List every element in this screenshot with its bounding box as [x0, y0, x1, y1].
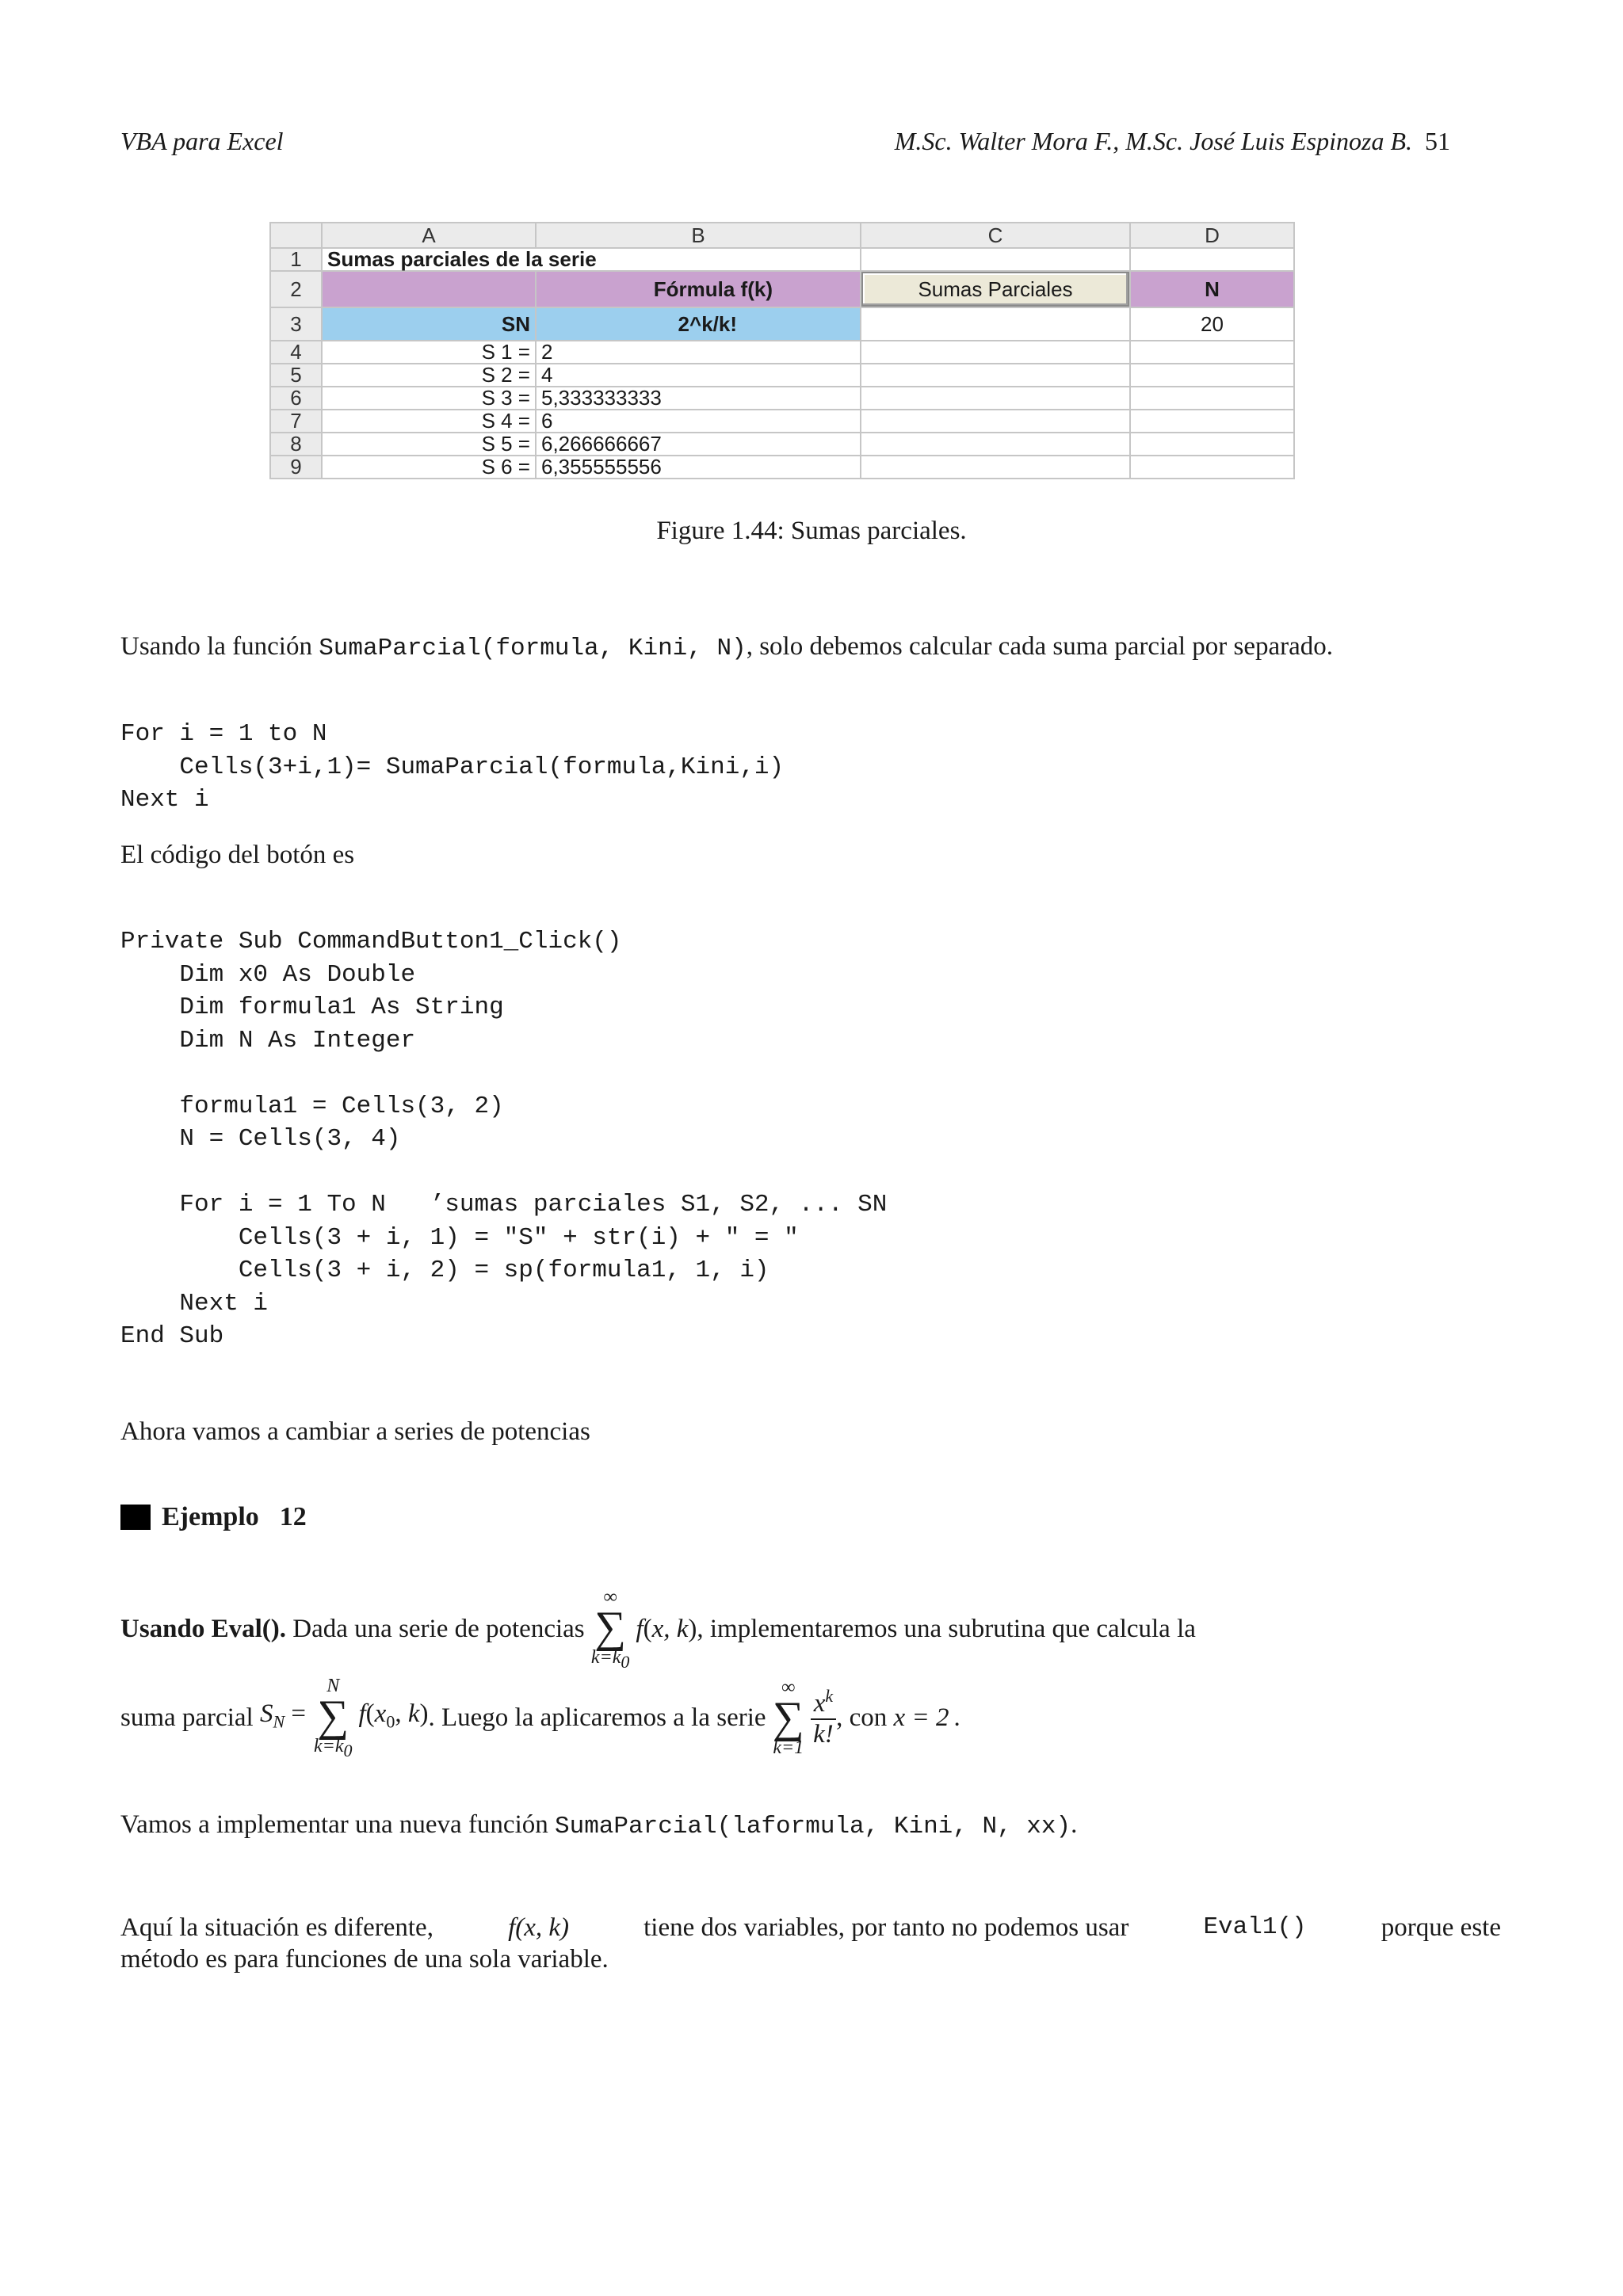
- partial-sum-label[interactable]: S 3 =: [322, 387, 536, 410]
- row-header[interactable]: 5: [270, 364, 322, 387]
- cell-empty[interactable]: [861, 387, 1130, 410]
- paragraph-new-function: [120, 1809, 1501, 1843]
- paragraph-sumaparcial-usage: [120, 631, 1501, 665]
- column-header-row: [270, 223, 1294, 248]
- para4-end: .: [953, 1703, 960, 1732]
- para1-text-before: Usando la función: [120, 632, 319, 661]
- example-heading: [120, 1502, 307, 1532]
- para1-text-after: , solo debemos calcular cada suma parcial por separado.: [746, 632, 1334, 661]
- x-equals-2: x = 2: [893, 1703, 949, 1732]
- n-header-cell[interactable]: N: [1130, 271, 1294, 307]
- sheet-row-4: [270, 341, 1294, 364]
- paragraph-power-series: Ahora vamos a cambiar a series de potencias: [120, 1417, 590, 1446]
- page-number: 51: [1425, 127, 1450, 155]
- para4-text5: , con: [836, 1703, 894, 1732]
- partial-sum-label[interactable]: S 1 =: [322, 341, 536, 364]
- partial-sum-label[interactable]: S 6 =: [322, 456, 536, 479]
- header-authors: M.Sc. Walter Mora F., M.Sc. José Luis Espinoza B.: [894, 127, 1412, 155]
- formula-header-cell[interactable]: Fórmula f(k): [536, 271, 861, 307]
- summation-n: [314, 1676, 353, 1760]
- fraction-numerator: $x^k$: [811, 1687, 836, 1719]
- sigma-symbol: ∑: [317, 1691, 349, 1741]
- cell-empty[interactable]: [1130, 433, 1294, 456]
- para6-t2: tiene dos variables, por tanto no podemos usar: [636, 1913, 1136, 1942]
- row-header[interactable]: 6: [270, 387, 322, 410]
- summation-infinity: [591, 1588, 630, 1671]
- partial-sum-value[interactable]: 5,333333333: [536, 387, 861, 410]
- fraction-xk-kfact: [811, 1687, 836, 1749]
- para6-line2: método es para funciones de una sola variable.: [120, 1945, 609, 1974]
- cell-empty[interactable]: [861, 341, 1130, 364]
- column-header-d[interactable]: D: [1130, 223, 1294, 248]
- sn-header-cell[interactable]: SN: [322, 307, 536, 341]
- sheet-row-5: [270, 364, 1294, 387]
- paragraph-eval-line2: [120, 1670, 1501, 1765]
- code-block-loop: For i = 1 to N Cells(3+i,1)= SumaParcial(formula,Kini,i) Next i: [120, 720, 785, 814]
- sum-upper-limit: ∞: [781, 1677, 796, 1698]
- spreadsheet-table: [269, 222, 1295, 479]
- figure-caption: Figure 1.44: Sumas parciales.: [656, 517, 967, 545]
- row-header[interactable]: 1: [270, 248, 322, 271]
- sum-upper-limit: ∞: [603, 1586, 617, 1608]
- fraction-denominator: k!: [813, 1719, 834, 1749]
- inline-code: SumaParcial(laformula, Kini, N, xx): [555, 1813, 1071, 1840]
- code-block-commandbutton: Private Sub CommandButton1_Click() Dim x0 As Double Dim formula1 As String Dim N As Integer formula1 = Cells(3, 2) N = Cells(3, 4) For i = 1 To N ’sumas parciales S1, S2, ... SN Cells(3 + i, 1) = "S" + str(i) + " = " Cells(3 + i, 2) = sp(formula1, 1, i) Next i End Sub: [120, 928, 888, 1350]
- para4-text4: . Luego la aplicaremos a la serie: [428, 1703, 773, 1732]
- formula-value-cell[interactable]: 2^k/k!: [536, 307, 861, 341]
- sheet-row-9: [270, 456, 1294, 479]
- running-header-authors: [895, 127, 1450, 156]
- row-header[interactable]: 2: [270, 271, 322, 307]
- partial-sum-label[interactable]: S 4 =: [322, 410, 536, 433]
- row-header[interactable]: 4: [270, 341, 322, 364]
- paragraph-two-variables: [120, 1912, 1501, 1975]
- row-header[interactable]: 8: [270, 433, 322, 456]
- sheet-row-7: [270, 410, 1294, 433]
- sigma-symbol: ∑: [594, 1602, 627, 1652]
- para6-line1: [120, 1912, 1501, 1943]
- column-header-a[interactable]: A: [322, 223, 536, 248]
- para6-t1: Aquí la situación es diferente,: [120, 1913, 441, 1942]
- spreadsheet-figure: [269, 222, 1293, 482]
- inline-code-eval1: Eval1(): [1203, 1913, 1307, 1941]
- n-value-cell[interactable]: 20: [1130, 307, 1294, 341]
- corner-cell: [270, 223, 322, 248]
- sheet-row-8: [270, 433, 1294, 456]
- para4-text1: Dada una serie de potencias: [286, 1615, 591, 1643]
- sheet-row-1: [270, 248, 1294, 271]
- cell-d1[interactable]: [1130, 248, 1294, 271]
- sumas-parciales-button[interactable]: Sumas Parciales: [861, 272, 1129, 307]
- row-header[interactable]: 7: [270, 410, 322, 433]
- cell-empty[interactable]: [1130, 341, 1294, 364]
- para6-fxk: f(x, k): [508, 1913, 570, 1942]
- eval-lead: Usando Eval().: [120, 1615, 287, 1643]
- summation-k1-infinity: [773, 1678, 804, 1757]
- sum-upper-limit: N: [327, 1675, 340, 1696]
- column-header-b[interactable]: B: [536, 223, 861, 248]
- cell-c3[interactable]: [861, 307, 1130, 341]
- cell-empty[interactable]: [861, 456, 1130, 479]
- paragraph-button-code: El código del botón es: [120, 841, 355, 869]
- partial-sum-value[interactable]: 4: [536, 364, 861, 387]
- partial-sum-value[interactable]: 6: [536, 410, 861, 433]
- sigma-symbol: ∑: [772, 1693, 804, 1742]
- cell-empty[interactable]: [861, 364, 1130, 387]
- sheet-row-3: [270, 307, 1294, 341]
- sheet-title-cell[interactable]: Sumas parciales de la serie: [322, 248, 861, 271]
- cell-c1[interactable]: [861, 248, 1130, 271]
- partial-sum-value[interactable]: 6,266666667: [536, 433, 861, 456]
- example-label: Ejemplo: [162, 1502, 259, 1531]
- black-square-icon: [120, 1505, 151, 1530]
- cell-empty[interactable]: [1130, 364, 1294, 387]
- partial-sum-value[interactable]: 2: [536, 341, 861, 364]
- cell-c2: [861, 271, 1130, 307]
- column-header-c[interactable]: C: [861, 223, 1130, 248]
- para4-text3: suma parcial: [120, 1703, 260, 1732]
- cell-empty[interactable]: [861, 433, 1130, 456]
- running-header-title: VBA para Excel: [120, 127, 284, 155]
- inline-code: SumaParcial(formula, Kini, N): [319, 635, 747, 662]
- partial-sum-label[interactable]: S 2 =: [322, 364, 536, 387]
- example-number: 12: [279, 1502, 307, 1531]
- sheet-row-2: [270, 271, 1294, 307]
- cell-a2[interactable]: [322, 271, 536, 307]
- para5-text-after: .: [1071, 1810, 1078, 1839]
- para4-text2: , implementaremos una subrutina que calcula la: [697, 1615, 1196, 1643]
- s-n-symbol: $S_N$ =: [259, 1699, 306, 1732]
- partial-sum-value[interactable]: 6,355555556: [536, 456, 861, 479]
- cell-empty[interactable]: [861, 410, 1130, 433]
- para6-t3: porque este: [1374, 1913, 1501, 1942]
- para5-text-before: Vamos a implementar una nueva función: [120, 1810, 555, 1839]
- cell-empty[interactable]: [1130, 410, 1294, 433]
- row-header[interactable]: 3: [270, 307, 322, 341]
- cell-empty[interactable]: [1130, 456, 1294, 479]
- f-x0-k: $f(x_0$, k): [358, 1699, 429, 1732]
- paragraph-eval-line1: [120, 1581, 1501, 1676]
- f-x-k: f(x, k): [636, 1615, 697, 1643]
- cell-empty[interactable]: [1130, 387, 1294, 410]
- row-header[interactable]: 9: [270, 456, 322, 479]
- partial-sum-label[interactable]: S 5 =: [322, 433, 536, 456]
- sum-lower-limit: $k=k_0$: [590, 1646, 630, 1672]
- sum-lower-limit: $k=k_0$: [314, 1735, 353, 1760]
- sheet-row-6: [270, 387, 1294, 410]
- sum-lower-limit: k=1: [773, 1737, 804, 1758]
